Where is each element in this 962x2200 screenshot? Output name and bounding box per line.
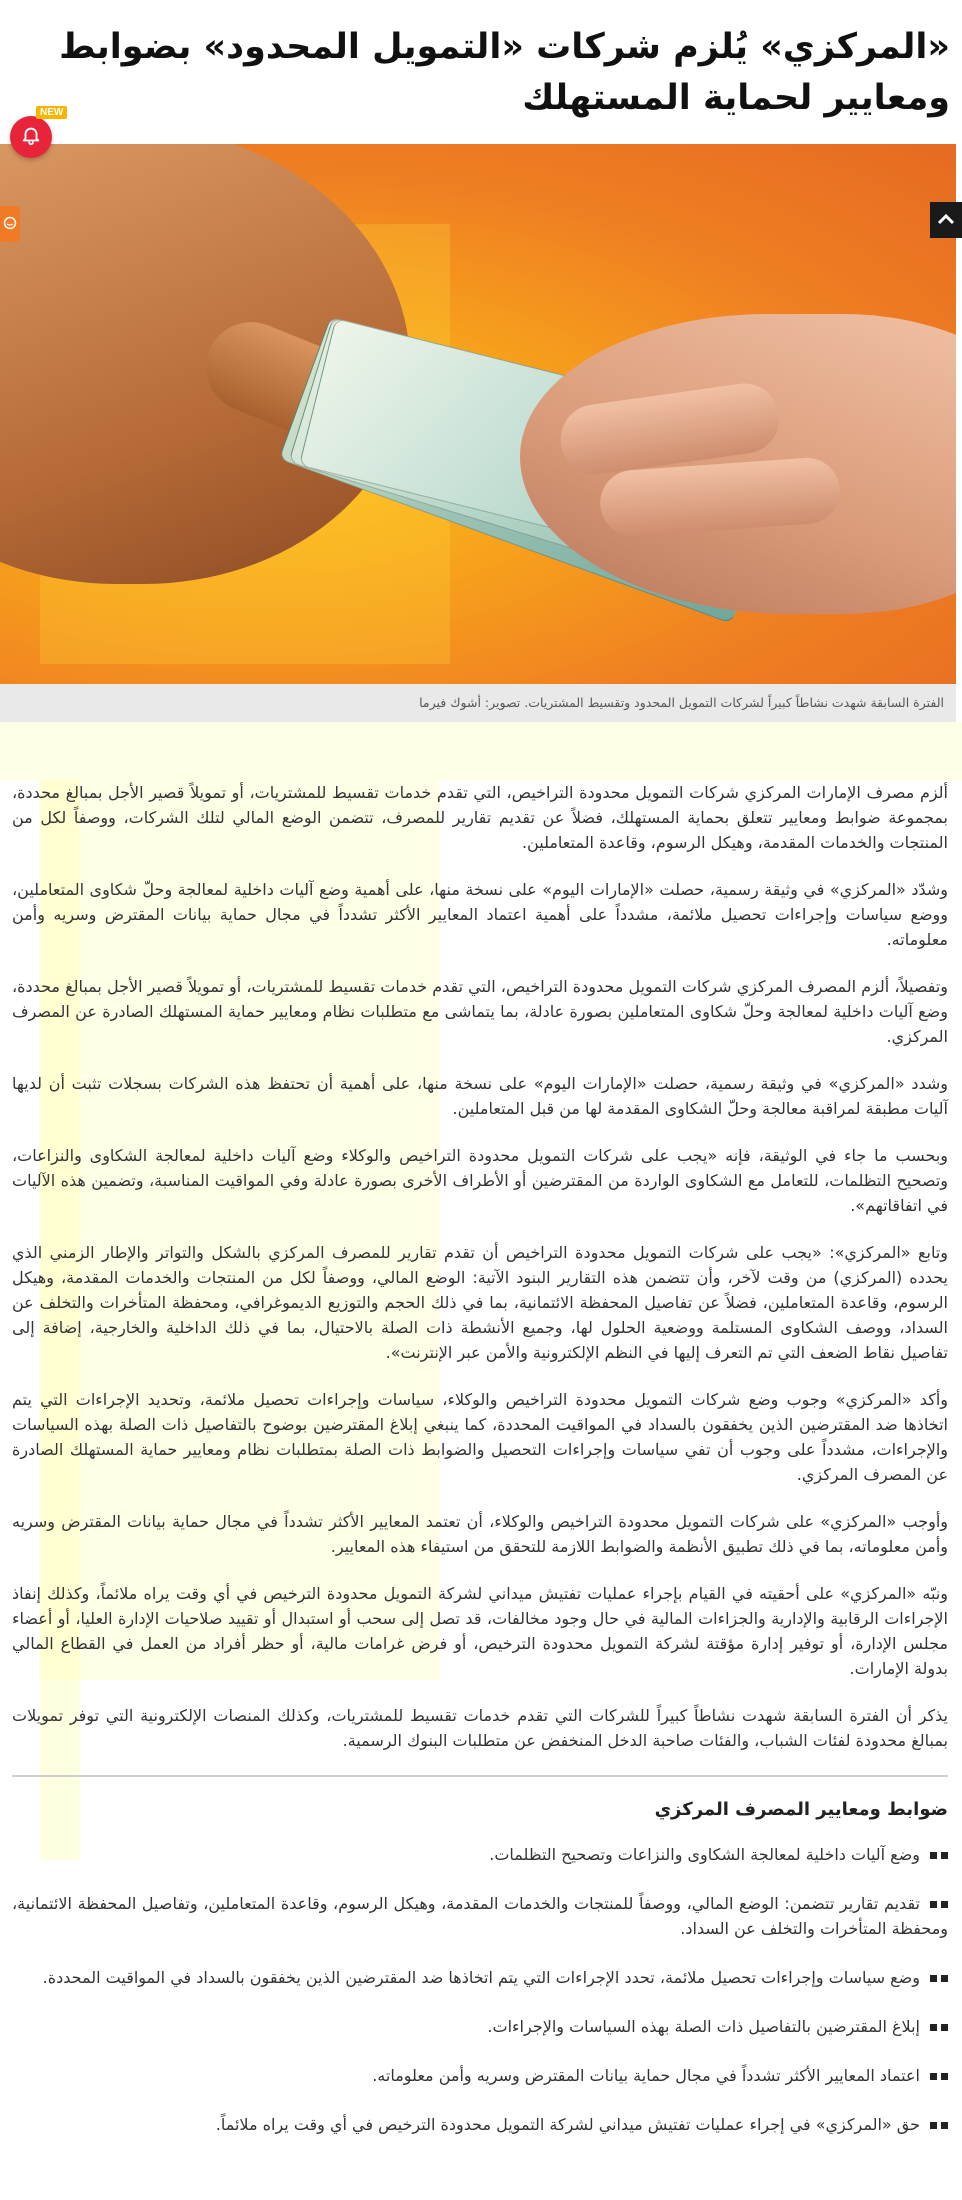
list-item: حق «المركزي» في إجراء عمليات تفتيش ميداني لشركة التمويل محدودة الترخيص في أي وقت يراه ملائماً. xyxy=(12,2112,948,2137)
square-bullet-icon xyxy=(926,1968,948,1987)
article-paragraph: ألزم مصرف الإمارات المركزي شركات التمويل محدودة التراخيص، التي تقدم خدمات تقسيط للمشتريات، أو تمويلاً قصير الأجل بمبالغ محددة، بمجموعة ضوابط ومعايير تتعلق بحماية المستهلك، فضلاً عن تقديم تقارير للمصرف، تتضمن الوضع المالي لتلك الشركات، ووصفاً لكل من المنتجات والخدمات المقدمة، وهيكل الرسوم، وقاعدة المتعاملين. xyxy=(12,783,948,852)
ad-placeholder xyxy=(0,722,962,780)
article-title: «المركزي» يُلزم شركات «التمويل المحدود» بضوابط ومعايير لحماية المستهلك xyxy=(59,27,950,118)
list-item: إبلاغ المقترضين بالتفاصيل ذات الصلة بهذه السياسات والإجراءات. xyxy=(12,2014,948,2039)
article-hero-image xyxy=(0,144,956,684)
section-divider xyxy=(12,1775,948,1777)
article-body xyxy=(12,780,948,2161)
list-item: اعتماد المعايير الأكثر تشدداً في مجال حماية بيانات المقترض وسريه وأمن معلوماته. xyxy=(12,2063,948,2088)
box-title: ضوابط ومعايير المصرف المركزي xyxy=(654,1799,948,1820)
article-paragraph: وشدّد «المركزي» في وثيقة رسمية، حصلت «الإمارات اليوم» على نسخة منها، على أهمية وضع آليات داخلية لمعالجة وحلّ شكاوى المتعاملين، ووضع سياسات وإجراءات تحصيل ملائمة، مشدداً على أهمية اعتماد المعايير الأكثر تشدداً في مجال حماية بيانات المقترض وسريه وأمن معلوماته. xyxy=(12,880,948,949)
square-bullet-icon xyxy=(926,1894,948,1913)
scroll-top-button[interactable] xyxy=(930,202,962,238)
square-bullet-icon xyxy=(926,2017,948,2036)
article-paragraph: وشدد «المركزي» في وثيقة رسمية، حصلت «الإمارات اليوم» على نسخة منها، على أهمية أن تحتفظ هذه الشركات بسجلات تثبت أن لديها آليات مطبقة لمراقبة معالجة وحلّ الشكاوى المقدمة لها من قبل المتعاملين. xyxy=(12,1074,948,1118)
article-paragraph: يذكر أن الفترة السابقة شهدت نشاطاً كبيراً للشركات التي تقدم خدمات تقسيط للمشتريات، وكذلك المنصات الإلكترونية التي توفر تمويلات بمبالغ محدودة لفئات الشباب، والفئات صاحبة الدخل المنخفض عن متطلبات البنوك الرسمية. xyxy=(12,1706,948,1750)
article-paragraph: وبحسب ما جاء في الوثيقة، فإنه «يجب على شركات التمويل محدودة التراخيص والوكلاء وضع آليات داخلية لمعالجة الشكاوى والنزاعات، وتصحيح التظلمات، للتعامل مع الشكاوى الواردة من المقترضين أو الأطراف الأخرى بصورة عادلة وفي المواقيت المناسبة، وتضمين هذه الآليات في اتفاقاتهم». xyxy=(12,1146,948,1215)
square-bullet-icon xyxy=(926,2066,948,2085)
square-bullet-icon xyxy=(926,1845,948,1864)
article-paragraph: ونبّه «المركزي» على أحقيته في القيام بإجراء عمليات تفتيش ميداني لشركة التمويل محدودة الترخيص في أي وقت يراه ملائماً، وكذلك إنفاذ الإجراءات الرقابية والإدارية والجزاءات المالية في حال وجود مخالفات، قد تصل إلى سحب أو استبدال أو تقييد صلاحيات الإدارة العليا، أو أعضاء مجلس الإدارة، أو توفير إدارة مؤقتة لشركة التمويل محدودة الترخيص، أو فرض غرامات مالية، أو حظر أفراد من العمل في القطاع المالي بدولة الإمارات. xyxy=(12,1584,948,1678)
list-item: وضع سياسات وإجراءات تحصيل ملائمة، تحدد الإجراءات التي يتم اتخاذها ضد المقترضين الذين يخفقون بالسداد في المواقيت المحددة. xyxy=(12,1965,948,1990)
bell-icon xyxy=(20,124,42,150)
square-bullet-icon xyxy=(926,2115,948,2134)
article-paragraph: وتابع «المركزي»: «يجب على شركات التمويل محدودة التراخيص أن تقدم تقارير للمصرف المركزي بالشكل والتواتر والإطار الزمني الذي يحدده (المركزي) من وقت لآخر، وأن تتضمن هذه التقارير البنود الآتية: الوضع المالي، ووصفاً لكل من المنتجات والخدمات المقدمة، وهيكل الرسوم، وقاعدة المتعاملين، فضلاً عن تفاصيل المحفظة الائتمانية، بما في ذلك الحجم والتوزيع الديموغرافي، ومحفظة المتأخرات والتخلف عن السداد، ووصف الشكاوى المستلمة ووضعية الحلول لها، وجميع الأنشطة ذات الصلة بالاحتيال، بما في ذلك الداخلية والخارجية، إضافة إلى تفاصيل نقاط الضعف التي تم التعرف إليها في النظم الإلكترونية والأمن عبر الإنترنت». xyxy=(12,1243,948,1362)
chevron-up-icon xyxy=(937,211,955,230)
notification-button[interactable] xyxy=(10,116,52,158)
list-item: تقديم تقارير تتضمن: الوضع المالي، ووصفاً للمنتجات والخدمات المقدمة، وهيكل الرسوم، وقاعدة المتعاملين، وتفاصيل المحفظة الائتمانية، ومحفظة المتأخرات والتخلف عن السداد. xyxy=(12,1894,948,1938)
article-paragraph: وأوجب «المركزي» على شركات التمويل محدودة التراخيص والوكلاء، أن تعتمد المعايير الأكثر تشدداً في مجال حماية بيانات المقترض وسريه وأمن معلوماته، بما في ذلك تطبيق الأنظمة والضوابط اللازمة للتحقق من استيفاء هذه المعايير. xyxy=(12,1512,948,1556)
image-caption: الفترة السابقة شهدت نشاطاً كبيراً لشركات التمويل المحدود وتقسيط المشتريات. تصوير: أشوك فيرما xyxy=(0,684,956,722)
new-badge: NEW xyxy=(36,106,67,119)
article-paragraph: وأكد «المركزي» وجوب وضع شركات التمويل محدودة التراخيص والوكلاء، سياسات وإجراءات تحصيل ملائمة، وتحديد الإجراءات التي يتم اتخاذها ضد المقترضين الذين يخفقون بالسداد في المواقيت المحددة، كما ينبغي إبلاغ المقترضين بوضوح بالتفاصيل ذات الصلة بهذه السياسات والإجراءات، مشدداً على وجوب أن تفي سياسات وإجراءات التحصيل والضوابط ذات الصلة بمتطلبات نظام ومعايير حماية المستهلك الصادرة عن المصرف المركزي. xyxy=(12,1390,948,1484)
chat-icon xyxy=(3,215,17,234)
list-item: وضع آليات داخلية لمعالجة الشكاوى والنزاعات وتصحيح التظلمات. xyxy=(12,1842,948,1867)
controls-list xyxy=(12,1842,948,2137)
article-paragraph: وتفصيلاً، ألزم المصرف المركزي شركات التمويل محدودة التراخيص، التي تقدم خدمات تقسيط للمشتريات، أو تمويلاً قصير الأجل بمبالغ محددة، وضع آليات داخلية لمعالجة وحلّ شكاوى المتعاملين بصورة عادلة، بما يتماشى مع متطلبات نظام ومعايير حماية المستهلك الصادرة عن المصرف المركزي. xyxy=(12,977,948,1046)
side-chat-tab[interactable] xyxy=(0,206,20,242)
